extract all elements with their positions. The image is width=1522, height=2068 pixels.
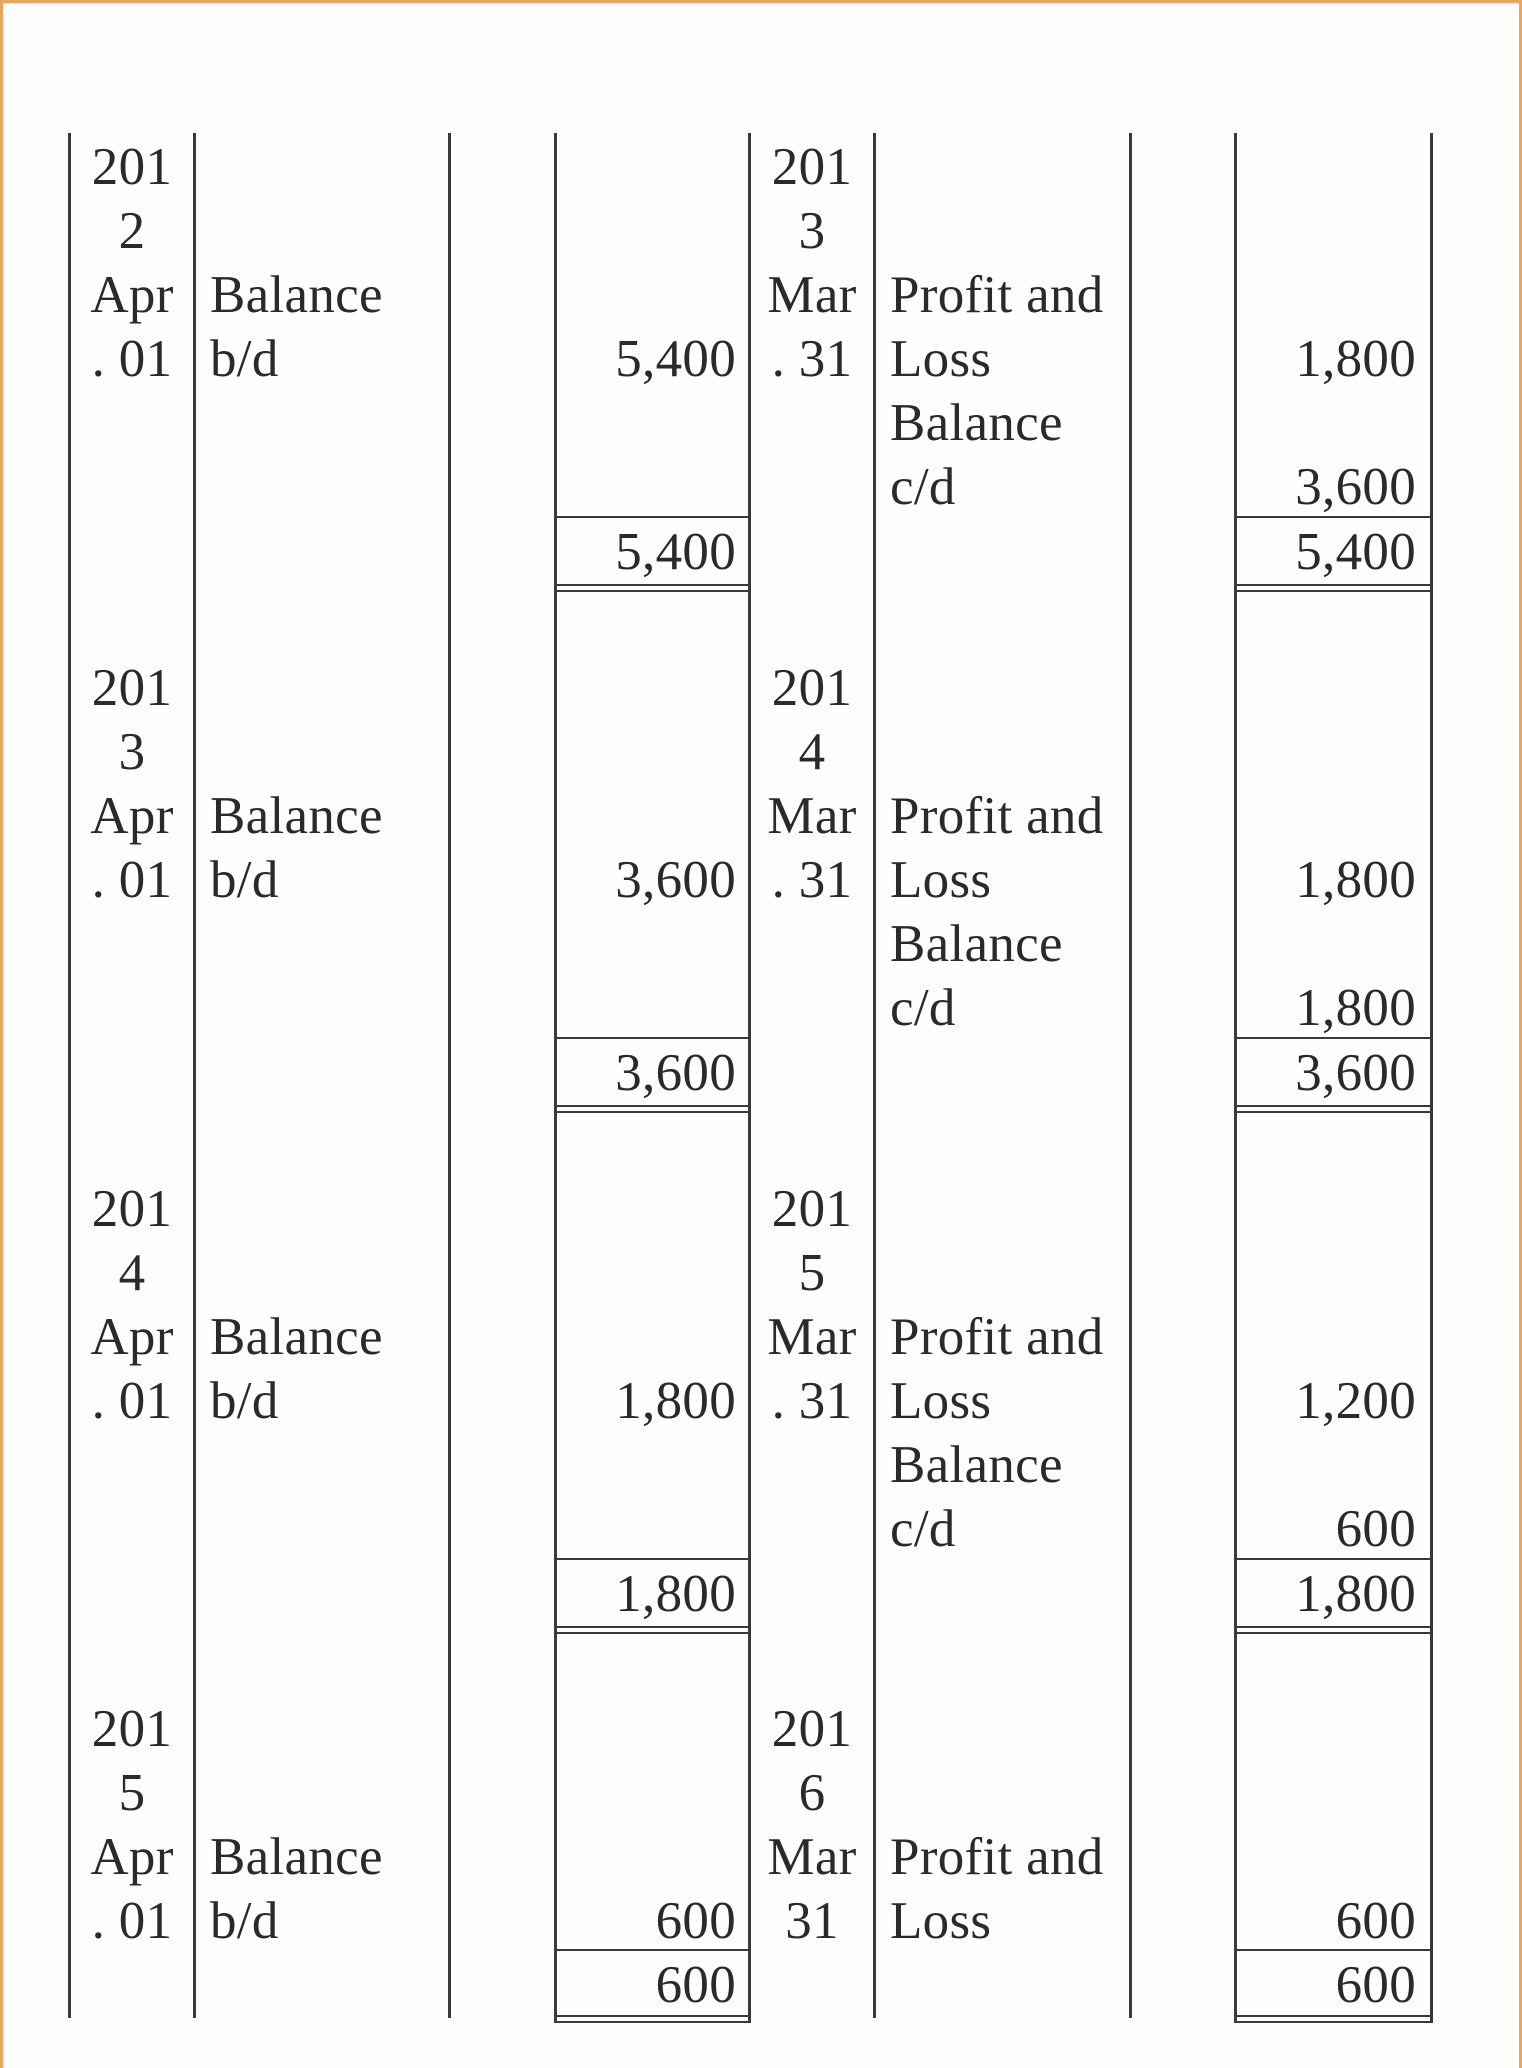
credit-date-year: 201: [771, 138, 853, 196]
credit-date-year-cont: 3: [798, 202, 826, 260]
debit-particulars-cont: b/d: [210, 1372, 279, 1430]
credit-date-month: Mar: [767, 787, 857, 845]
debit-date-day: . 01: [91, 851, 173, 909]
credit-date-year-cont: 6: [798, 1764, 826, 1822]
credit-amount: 1,800: [1295, 851, 1416, 909]
debit-date-month: Apr: [90, 266, 174, 324]
debit-total: 600: [655, 1956, 736, 2014]
debit-total: 5,400: [615, 523, 736, 581]
credit-particulars-cd: c/d: [890, 979, 956, 1037]
rule-debit-amount-left: [554, 133, 557, 2021]
debit-particulars: Balance: [210, 1828, 383, 1886]
credit-amount: 1,200: [1295, 1372, 1416, 1430]
debit-date-year: 201: [91, 659, 173, 717]
credit-date-day: . 31: [771, 330, 853, 388]
debit-particulars-cont: b/d: [210, 1892, 279, 1950]
credit-amount-balance: 1,800: [1295, 979, 1416, 1037]
rule-debit-date-right: [193, 133, 196, 2018]
credit-particulars-cont: Loss: [890, 1892, 992, 1950]
credit-particulars-balance: Balance: [890, 1436, 1063, 1494]
debit-date-month: Apr: [90, 1308, 174, 1366]
debit-particulars-cont: b/d: [210, 851, 279, 909]
credit-date-month: Mar: [767, 266, 857, 324]
debit-amount: 600: [655, 1892, 736, 1950]
credit-date-day: . 31: [771, 851, 853, 909]
credit-particulars: Profit and: [890, 787, 1104, 845]
debit-date-year-cont: 2: [118, 202, 146, 260]
credit-particulars-balance: Balance: [890, 915, 1063, 973]
credit-amount: 600: [1335, 1892, 1416, 1950]
debit-date-year-cont: 3: [118, 723, 146, 781]
credit-amount-balance: 3,600: [1295, 458, 1416, 516]
credit-particulars: Profit and: [890, 266, 1104, 324]
debit-amount: 1,800: [615, 1372, 736, 1430]
credit-particulars-cd: c/d: [890, 1500, 956, 1558]
debit-particulars: Balance: [210, 1308, 383, 1366]
credit-total: 5,400: [1295, 523, 1416, 581]
credit-particulars-cd: c/d: [890, 458, 956, 516]
debit-date-day: . 01: [91, 330, 173, 388]
credit-date-day: . 31: [771, 1372, 853, 1430]
credit-date-year-cont: 5: [798, 1244, 826, 1302]
credit-date-month: Mar: [767, 1308, 857, 1366]
rule-credit-amount-right: [1430, 133, 1433, 2021]
rule-debit-particulars-right: [448, 133, 451, 2018]
debit-date-year-cont: 5: [118, 1764, 146, 1822]
debit-date-year: 201: [91, 1700, 173, 1758]
debit-date-year: 201: [91, 138, 173, 196]
rule-credit-particulars-right: [1129, 133, 1132, 2018]
credit-date-year: 201: [771, 1700, 853, 1758]
debit-particulars: Balance: [210, 266, 383, 324]
credit-particulars-balance: Balance: [890, 394, 1063, 452]
debit-total: 1,800: [615, 1565, 736, 1623]
credit-total: 600: [1335, 1956, 1416, 2014]
rule-credit-date-right: [873, 133, 876, 2018]
credit-particulars-cont: Loss: [890, 330, 992, 388]
credit-amount-balance: 600: [1335, 1500, 1416, 1558]
credit-particulars-cont: Loss: [890, 851, 992, 909]
credit-particulars-cont: Loss: [890, 1372, 992, 1430]
debit-particulars: Balance: [210, 787, 383, 845]
credit-particulars: Profit and: [890, 1828, 1104, 1886]
rule-debit-amount-right: [748, 133, 751, 2021]
debit-date-year-cont: 4: [118, 1244, 146, 1302]
debit-particulars-cont: b/d: [210, 330, 279, 388]
rule-credit-amount-left: [1234, 133, 1237, 2021]
debit-total: 3,600: [615, 1044, 736, 1102]
credit-total: 1,800: [1295, 1565, 1416, 1623]
debit-date-day: . 01: [91, 1372, 173, 1430]
debit-date-month: Apr: [90, 1828, 174, 1886]
debit-date-year: 201: [91, 1180, 173, 1238]
debit-amount: 5,400: [615, 330, 736, 388]
credit-date-day: 31: [785, 1892, 839, 1950]
credit-particulars: Profit and: [890, 1308, 1104, 1366]
credit-date-year: 201: [771, 659, 853, 717]
debit-amount: 3,600: [615, 851, 736, 909]
rule-debit-date-left: [68, 133, 71, 2018]
credit-amount: 1,800: [1295, 330, 1416, 388]
credit-date-year-cont: 4: [798, 723, 826, 781]
debit-date-month: Apr: [90, 787, 174, 845]
credit-date-month: Mar: [767, 1828, 857, 1886]
credit-date-year: 201: [771, 1180, 853, 1238]
debit-date-day: . 01: [91, 1892, 173, 1950]
credit-total: 3,600: [1295, 1044, 1416, 1102]
